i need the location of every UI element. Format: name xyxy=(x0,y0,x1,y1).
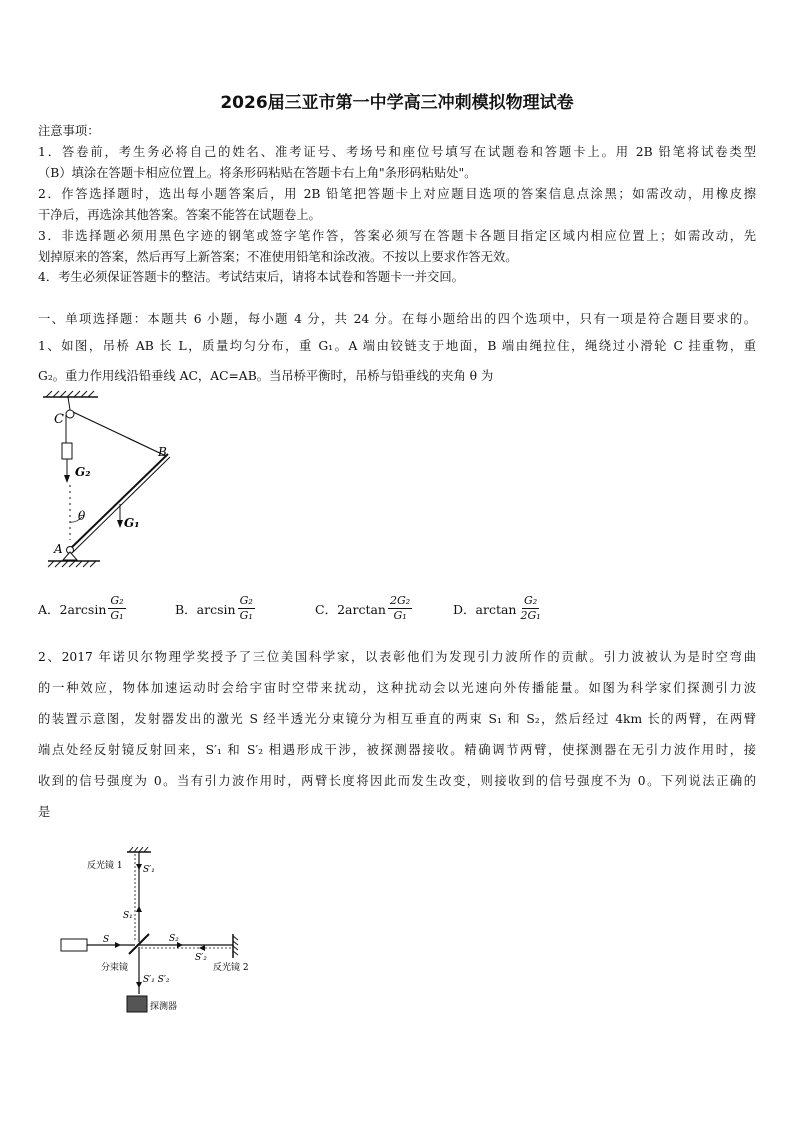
label-s: S xyxy=(103,935,110,945)
option-c-numerator: 2G₂ xyxy=(389,594,411,607)
page-title: 2026届三亚市第一中学高三冲刺模拟物理试卷 xyxy=(220,93,574,113)
question-2-text: 是 xyxy=(38,805,51,819)
option-a xyxy=(38,594,126,623)
section-heading: 一、单项选择题：本题共 6 小题，每小题 4 分，共 24 分。在每小题给出的四个选项中，只有一项是符合题目要求的。 xyxy=(38,312,756,326)
mirror-1-label: 反光镜 1 xyxy=(87,861,123,871)
option-b xyxy=(175,594,255,623)
question-2-text: 2、2017 年诺贝尔物理学奖授予了三位美国科学家，以表彰他们为发现引力波所作的贡献。引力波被认为是时空弯曲 xyxy=(38,650,756,664)
label-s1: S₁ xyxy=(123,911,133,921)
question-2-text: 收到的信号强度为 0。当有引力波作用时，两臂长度将因此而发生改变，则接收到的信号强度不为 0。下列说法正确的 xyxy=(38,774,756,788)
question-2-text: 的装置示意图，发射器发出的激光 S 经半透光分束镜分为相互垂直的两束 S₁ 和 S₂，然后经过 4km 长的两臂，在两臂 xyxy=(38,712,756,726)
notice-line: （B）填涂在答题卡相应位置上。将条形码粘贴在答题卡右上角"条形码粘贴处"。 xyxy=(38,166,477,180)
option-a-denominator: G₁ xyxy=(110,609,124,622)
question-2-text: 的一种效应，物体加速运动时会给宇宙时空带来扰动，这种扰动会以光速向外传播能量。如图为科学家们探测引力波 xyxy=(38,681,756,695)
question-2-text: 端点处经反射镜反射回来，S′₁ 和 S′₂ 相遇形成干涉，被探测器接收。精确调节两臂，使探测器在无引力波作用时，接 xyxy=(38,743,756,757)
mirror-2-label: 反光镜 2 xyxy=(213,963,249,973)
question-1-text: G₂。重力作用线沿铅垂线 AC，AC=AB。当吊桥平衡时，吊桥与铅垂线的夹角 θ 为 xyxy=(38,369,494,383)
notice-line: 3．非选择题必须用黑色字迹的钢笔或签字笔作答，答案必须写在答题卡各题目指定区域内相应位置上；如需改动，先 xyxy=(38,229,756,243)
option-d-denominator: 2G₁ xyxy=(520,609,541,622)
splitter-label: 分束镜 xyxy=(101,963,129,973)
question-1-text: 1、如图，吊桥 AB 长 L，质量均匀分布，重 G₁。A 端由铰链支于地面，B 端由绳拉住，绳绕过小滑轮 C 挂重物，重 xyxy=(38,339,756,353)
option-c xyxy=(315,594,412,623)
option-b-denominator: G₁ xyxy=(239,609,253,622)
interferometer-figure xyxy=(55,842,275,1022)
detector-label: 探测器 xyxy=(150,1002,178,1012)
label-s2-prime: S′₂ xyxy=(195,953,207,963)
label-s1p-s2p: S′₁ S′₂ xyxy=(143,975,170,985)
drawbridge-figure xyxy=(38,390,178,575)
option-d-numerator: G₂ xyxy=(523,594,538,607)
label-s1-prime: S′₁ xyxy=(143,865,155,875)
option-c-denominator: G₁ xyxy=(393,609,407,622)
label-theta: θ xyxy=(78,509,86,523)
option-b-label: B．arcsin xyxy=(175,601,236,617)
option-a-numerator: G₂ xyxy=(110,594,124,607)
notice-heading: 注意事项： xyxy=(38,124,100,138)
notice-line: 4．考生必须保证答题卡的整洁。考试结束后，请将本试卷和答题卡一并交回。 xyxy=(38,270,464,284)
label-s2: S₂ xyxy=(169,934,179,944)
label-a: A xyxy=(54,542,63,556)
notice-line: 1．答卷前，考生务必将自己的姓名、准考证号、考场号和座位号填写在试题卷和答题卡上。用 2B 铅笔将试卷类型 xyxy=(38,145,756,159)
option-d xyxy=(453,594,543,623)
notice-line: 2．作答选择题时，选出每小题答案后，用 2B 铅笔把答题卡上对应题目选项的答案信息点涂黑；如需改动，用橡皮擦 xyxy=(38,187,756,201)
option-a-label: A．2arcsin xyxy=(38,601,107,617)
label-b: B xyxy=(158,445,167,459)
label-g2: G₂ xyxy=(75,465,91,479)
notice-line: 干净后，再选涂其他答案。答案不能答在试题卷上。 xyxy=(38,208,321,222)
label-g1: G₁ xyxy=(124,516,140,530)
option-b-numerator: G₂ xyxy=(239,594,253,607)
option-c-label: C．2arctan xyxy=(315,601,386,617)
notice-line: 划掉原来的答案，然后再写上新答案；不准使用铅笔和涂改液。不按以上要求作答无效。 xyxy=(38,250,518,264)
option-d-label: D．arctan xyxy=(453,601,517,617)
label-c: C xyxy=(54,412,64,427)
